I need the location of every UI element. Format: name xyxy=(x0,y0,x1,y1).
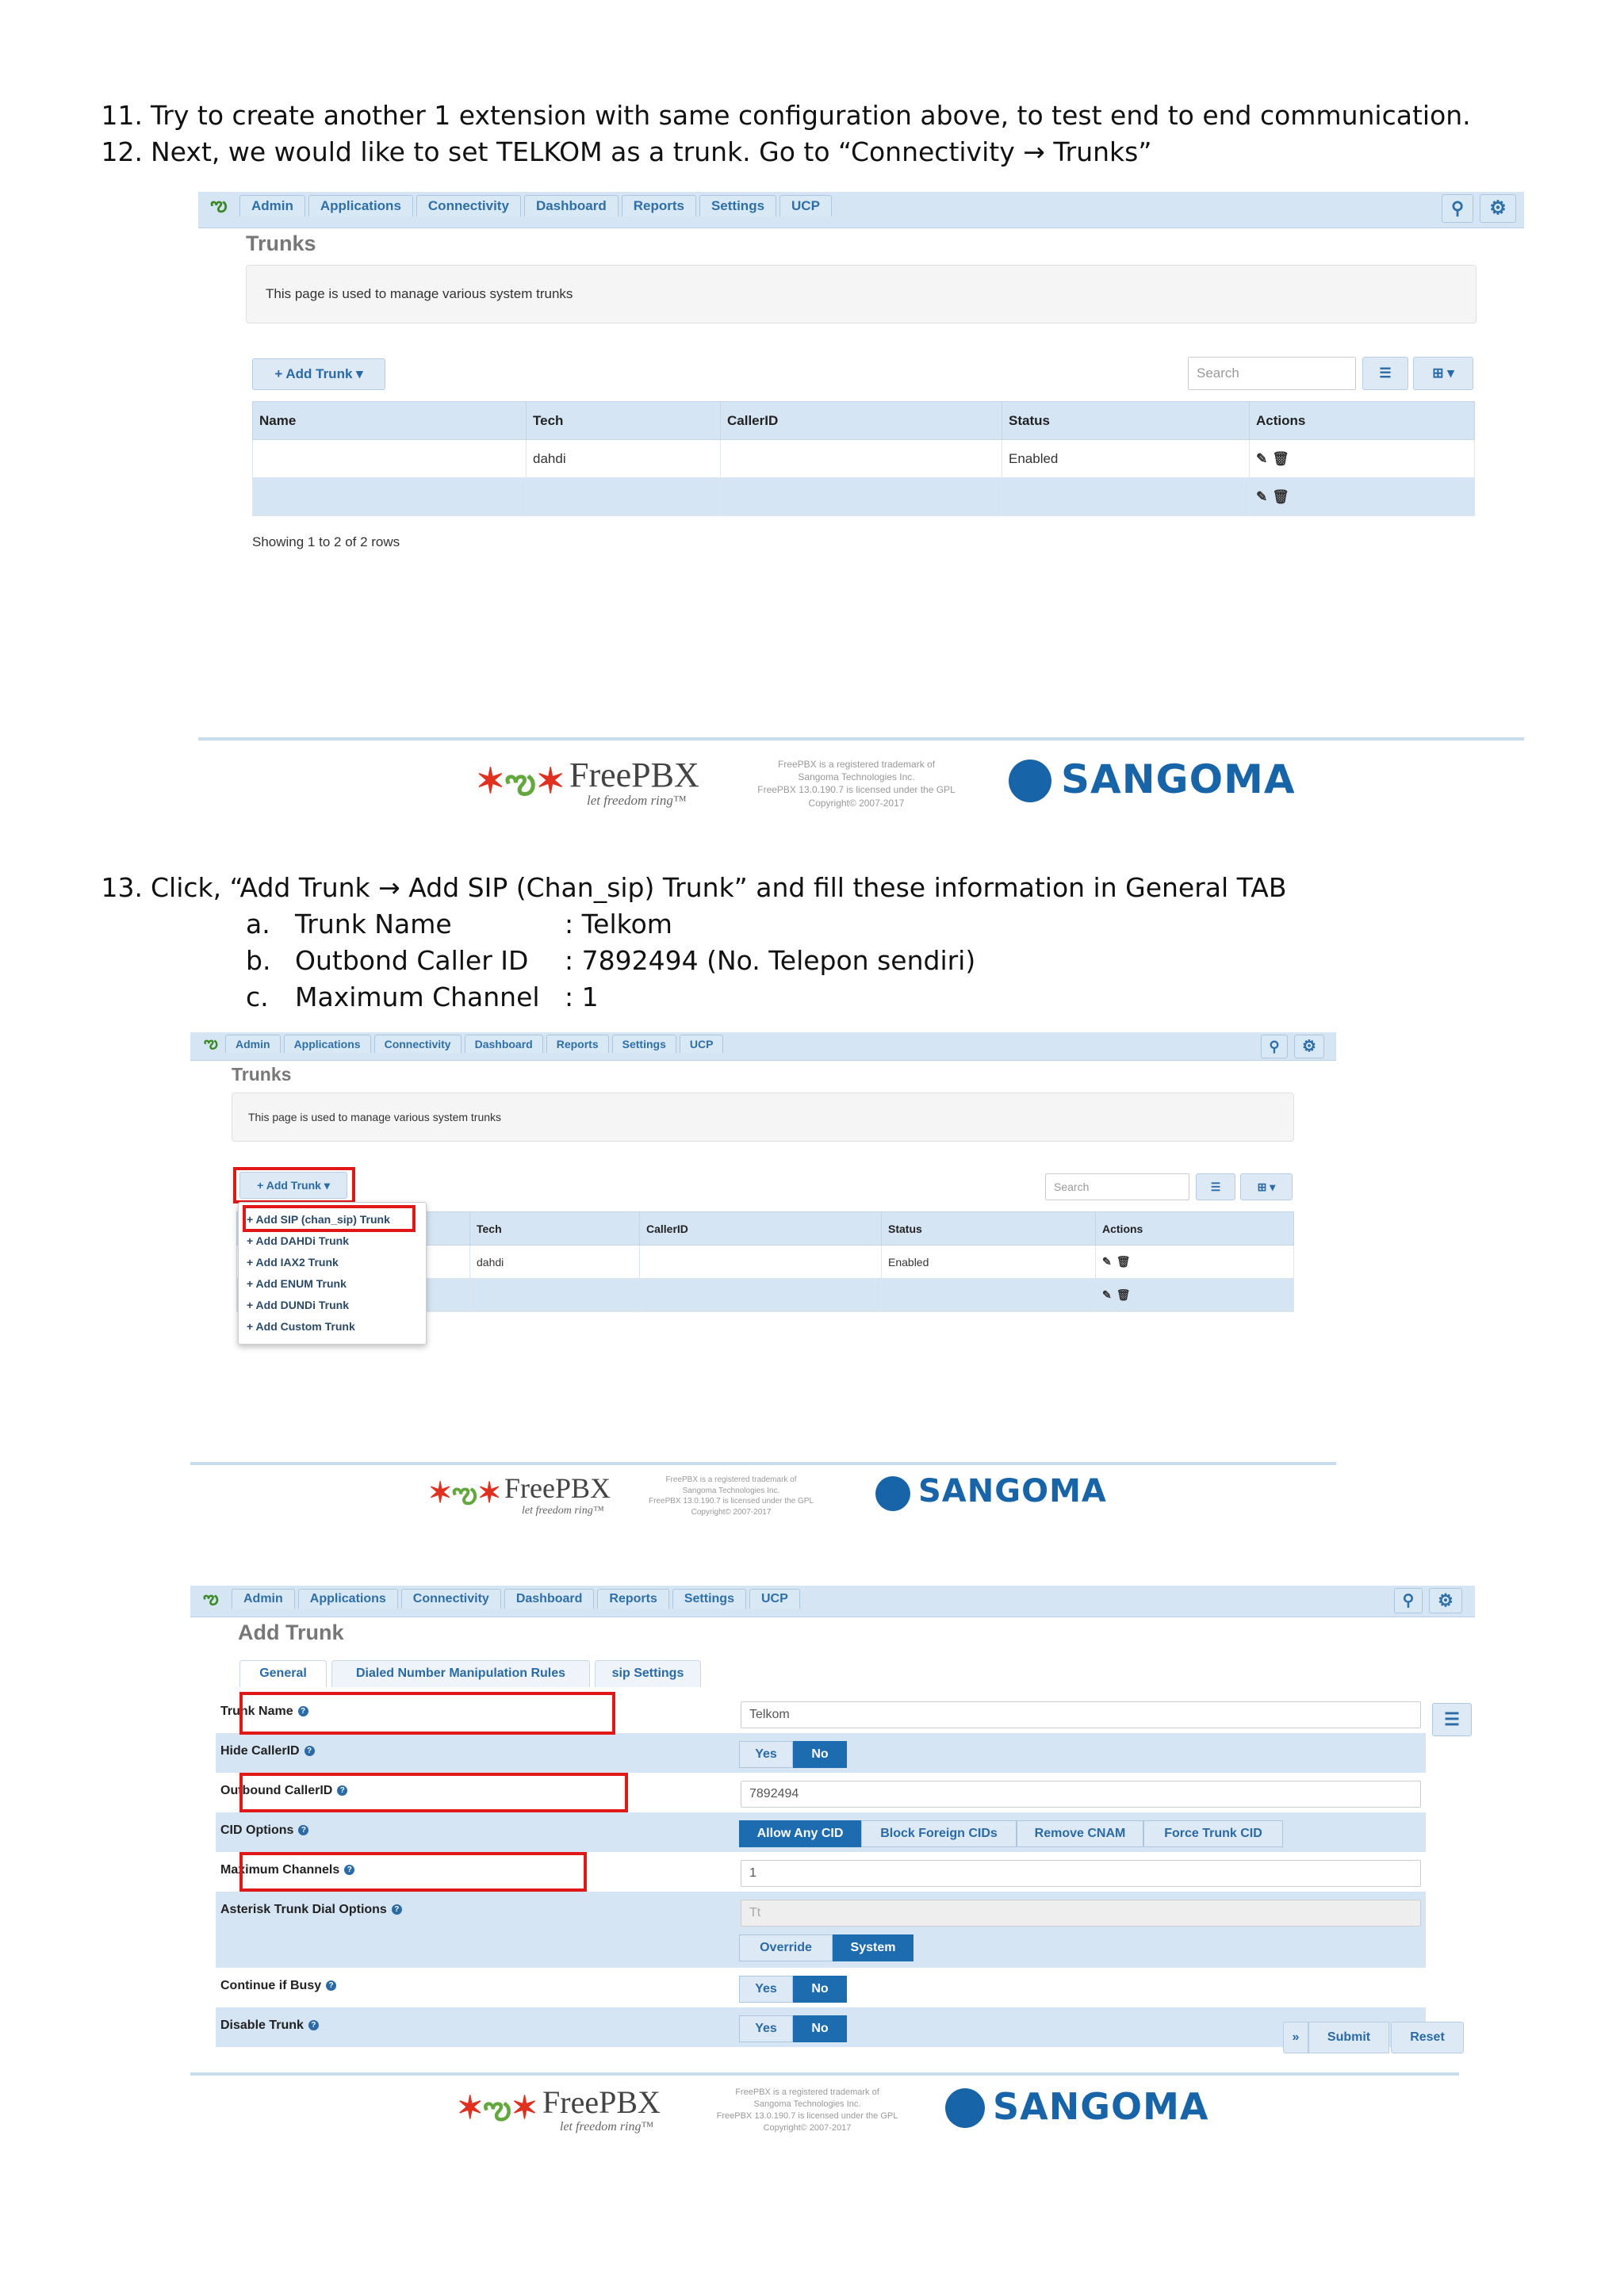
label-text: Asterisk Trunk Dial Options xyxy=(220,1903,387,1916)
option-yes[interactable]: Yes xyxy=(739,1976,793,2003)
sub-item-b xyxy=(246,945,975,976)
legal-text xyxy=(636,1475,826,1517)
option-yes[interactable]: Yes xyxy=(739,1741,793,1768)
edit-delete-icons[interactable]: ✎🗑 xyxy=(1096,1279,1294,1312)
freepbx-brand: FreePBX xyxy=(542,2084,661,2120)
option-no[interactable]: No xyxy=(793,1976,847,2003)
cell-name xyxy=(253,440,527,478)
option-no[interactable]: No xyxy=(793,1741,847,1768)
sangoma-logo-icon xyxy=(875,1476,910,1511)
option-force-trunk-cid[interactable]: Force Trunk CID xyxy=(1143,1820,1283,1847)
nav-tab-reports[interactable]: Reports xyxy=(597,1589,668,1609)
cell-tech xyxy=(527,478,721,516)
field-hide-callerid xyxy=(216,1733,1426,1773)
field-continue-if-busy xyxy=(216,1968,1426,2007)
columns-icon[interactable]: ⊞ ▾ xyxy=(1240,1173,1293,1200)
col-name[interactable]: Name xyxy=(253,402,527,440)
footer-divider xyxy=(198,737,1524,740)
label-continue-if-busy xyxy=(220,1979,336,1993)
search-input[interactable]: Search xyxy=(1188,357,1356,390)
help-icon[interactable]: ? xyxy=(304,1746,315,1756)
help-icon[interactable]: ? xyxy=(337,1785,347,1796)
list-view-icon[interactable]: ☰ xyxy=(1362,357,1408,390)
label-text: Maximum Channels xyxy=(220,1863,340,1877)
freepbx-logo-icon: ఌ xyxy=(204,1035,218,1052)
option-remove-cnam[interactable]: Remove CNAM xyxy=(1017,1820,1143,1847)
dial-options-input[interactable]: Tt xyxy=(741,1900,1421,1927)
nav-tab-ucp[interactable]: UCP xyxy=(779,195,832,216)
step-number: 11. xyxy=(101,100,143,131)
legal-line: Copyright© 2007-2017 xyxy=(763,2122,852,2133)
cell-status: Enabled xyxy=(1002,440,1250,478)
sangoma-brand: SANGOMA xyxy=(993,2085,1209,2128)
nav-tab-applications[interactable]: Applications xyxy=(284,1035,371,1053)
nav-tab-applications[interactable]: Applications xyxy=(298,1589,398,1609)
footer xyxy=(476,747,1348,834)
freepbx-frog-icon: ✶ఌ✶ xyxy=(457,2091,538,2126)
search-icon[interactable]: ⚲ xyxy=(1261,1035,1288,1058)
cell-tech: dahdi xyxy=(527,440,721,478)
row-count: Showing 1 to 2 of 2 rows xyxy=(252,534,400,549)
sub-item-c xyxy=(246,982,599,1012)
cell-name xyxy=(253,478,527,516)
step-text: Next, we would like to set TELKOM as a trunk. Go to “Connectivity → Trunks” xyxy=(151,136,1152,167)
submit-button[interactable]: Submit xyxy=(1308,2022,1389,2053)
step-number: 13. xyxy=(101,872,143,903)
nav-tab-connectivity[interactable]: Connectivity xyxy=(416,195,521,216)
nav-tab-admin[interactable]: Admin xyxy=(232,1589,295,1609)
top-nav xyxy=(190,1032,1336,1061)
freepbx-tagline: let freedom ring™ xyxy=(587,793,687,808)
nav-tab-dashboard[interactable]: Dashboard xyxy=(504,1589,595,1609)
freepbx-brand: FreePBX xyxy=(569,756,699,794)
footer xyxy=(428,1468,1221,1532)
trunk-name-input[interactable]: Telkom xyxy=(741,1701,1421,1728)
menu-item-add-custom[interactable]: + Add Custom Trunk xyxy=(247,1320,355,1333)
legal-line: Sangoma Technologies Inc. xyxy=(798,771,915,783)
option-no[interactable]: No xyxy=(793,2015,847,2042)
col-callerid[interactable]: CallerID xyxy=(721,402,1002,440)
highlight-box xyxy=(233,1167,355,1203)
cell-tech xyxy=(470,1279,640,1312)
search-icon[interactable]: ⚲ xyxy=(1394,1588,1423,1613)
menu-item-add-dahdi[interactable]: + Add DAHDi Trunk xyxy=(247,1234,349,1247)
legal-line: FreePBX is a registered trademark of xyxy=(665,1475,797,1484)
cell-callerid xyxy=(640,1246,882,1279)
page-description: This page is used to manage various system trunks xyxy=(232,1093,1294,1142)
option-block-foreign-cids[interactable]: Block Foreign CIDs xyxy=(861,1820,1017,1847)
sangoma-brand: SANGOMA xyxy=(1061,756,1296,802)
screenshot-add-trunk-menu xyxy=(190,1032,1336,1533)
sub-letter: c. xyxy=(246,982,269,1012)
freepbx-tagline: let freedom ring™ xyxy=(522,1505,604,1517)
page-title: Add Trunk xyxy=(238,1621,344,1644)
nav-tabs xyxy=(232,1589,803,1609)
cell-status xyxy=(882,1279,1096,1312)
add-trunk-button[interactable]: + Add Trunk ▾ xyxy=(239,1172,347,1199)
highlight-box xyxy=(239,1852,587,1892)
nav-tab-ucp[interactable]: UCP xyxy=(749,1589,800,1609)
highlight-box xyxy=(239,1692,615,1735)
cid-options-toggle xyxy=(739,1820,1283,1847)
tab-dialed-number-manipulation[interactable]: Dialed Number Manipulation Rules xyxy=(331,1660,590,1687)
cell-callerid xyxy=(721,478,1002,516)
nav-tabs xyxy=(225,1035,726,1053)
label-trunk-dial-options xyxy=(220,1903,402,1917)
col-tech[interactable]: Tech xyxy=(527,402,721,440)
legal-line: Sangoma Technologies Inc. xyxy=(682,1486,780,1495)
hide-callerid-toggle xyxy=(739,1741,847,1768)
sangoma-logo-icon xyxy=(1009,760,1051,802)
edit-delete-icons[interactable]: ✎🗑 xyxy=(1250,478,1475,516)
maximum-channels-input[interactable]: 1 xyxy=(741,1860,1421,1887)
option-allow-any-cid[interactable]: Allow Any CID xyxy=(739,1820,861,1847)
nav-tab-connectivity[interactable]: Connectivity xyxy=(401,1589,501,1609)
option-yes[interactable]: Yes xyxy=(739,2015,793,2042)
field-cid-options xyxy=(216,1812,1426,1852)
cell-callerid xyxy=(640,1279,882,1312)
menu-item-add-sip[interactable]: + Add SIP (chan_sip) Trunk xyxy=(247,1213,390,1226)
nav-tab-dashboard[interactable]: Dashboard xyxy=(524,195,619,216)
freepbx-tagline: let freedom ring™ xyxy=(560,2120,654,2133)
page-description: This page is used to manage various system trunks xyxy=(246,265,1477,323)
help-icon[interactable]: ? xyxy=(344,1865,354,1875)
top-nav xyxy=(190,1586,1475,1617)
step-13 xyxy=(94,872,1286,903)
disable-trunk-toggle xyxy=(739,2015,847,2042)
gear-icon[interactable]: ⚙ xyxy=(1480,194,1516,223)
table-row xyxy=(253,440,1475,478)
option-system[interactable]: System xyxy=(833,1934,914,1961)
nav-tab-admin[interactable]: Admin xyxy=(239,195,305,216)
legal-line: Sangoma Technologies Inc. xyxy=(753,2099,861,2109)
help-icon[interactable]: ? xyxy=(308,2020,319,2030)
legal-line: FreePBX 13.0.190.7 is licensed under the GPL xyxy=(649,1497,814,1506)
tab-general[interactable]: General xyxy=(239,1660,327,1687)
label-cid-options xyxy=(220,1823,308,1838)
nav-tab-reports[interactable]: Reports xyxy=(622,195,696,216)
legal-text xyxy=(745,758,967,809)
legal-line: FreePBX 13.0.190.7 is licensed under the GPL xyxy=(716,2110,898,2121)
screenshot-add-trunk-form xyxy=(190,1586,1475,2156)
trunks-table xyxy=(252,401,1475,516)
freepbx-brand: FreePBX xyxy=(504,1472,611,1504)
sub-value: : Telkom xyxy=(565,909,672,939)
gear-icon[interactable]: ⚙ xyxy=(1294,1035,1324,1058)
sub-value: : 7892494 (No. Telepon sendiri) xyxy=(565,945,976,976)
col-actions: Actions xyxy=(1250,402,1475,440)
legal-text xyxy=(704,2087,910,2133)
sangoma-brand: SANGOMA xyxy=(918,1473,1107,1510)
label-text: Trunk Name xyxy=(220,1705,293,1718)
search-icon[interactable]: ⚲ xyxy=(1442,194,1473,223)
page-title: Trunks xyxy=(246,232,316,255)
sub-label: Outbond Caller ID xyxy=(295,945,529,976)
legal-line: Copyright© 2007-2017 xyxy=(691,1507,772,1517)
add-trunk-button[interactable]: + Add Trunk ▾ xyxy=(252,358,385,390)
option-override[interactable]: Override xyxy=(739,1934,833,1961)
nav-tab-reports[interactable]: Reports xyxy=(546,1035,609,1053)
nav-tab-connectivity[interactable]: Connectivity xyxy=(374,1035,462,1053)
menu-item-add-iax2[interactable]: + Add IAX2 Trunk xyxy=(247,1256,339,1269)
sub-item-a xyxy=(246,909,672,939)
cell-status xyxy=(1002,478,1250,516)
columns-icon[interactable]: ⊞ ▾ xyxy=(1413,357,1473,390)
nav-tab-ucp[interactable]: UCP xyxy=(680,1035,724,1053)
edit-delete-icons[interactable]: ✎🗑 xyxy=(1096,1246,1294,1279)
list-view-icon[interactable]: ☰ xyxy=(1196,1173,1235,1200)
sub-label: Trunk Name xyxy=(295,909,452,939)
label-text: Hide CallerID xyxy=(220,1744,300,1758)
outbound-callerid-input[interactable]: 7892494 xyxy=(741,1781,1421,1808)
highlight-box xyxy=(239,1773,628,1812)
sub-label: Maximum Channel xyxy=(295,982,540,1012)
search-input[interactable]: Search xyxy=(1045,1173,1189,1200)
freepbx-frog-icon: ✶ఌ✶ xyxy=(476,762,565,801)
nav-tab-settings[interactable]: Settings xyxy=(612,1035,676,1053)
nav-tab-settings[interactable]: Settings xyxy=(699,195,776,216)
tab-sip-settings[interactable]: sip Settings xyxy=(595,1660,701,1687)
page-title: Trunks xyxy=(232,1064,292,1085)
step-number: 12. xyxy=(101,136,143,167)
freepbx-logo-icon: ఌ xyxy=(203,1588,219,1608)
legal-line: FreePBX 13.0.190.7 is licensed under the GPL xyxy=(757,784,956,796)
sub-letter: a. xyxy=(246,909,270,939)
label-text: Continue if Busy xyxy=(220,1979,322,1992)
freepbx-logo-icon: ఌ xyxy=(210,194,228,216)
highlight-box xyxy=(243,1205,416,1232)
step-12 xyxy=(94,136,1151,167)
nav-tabs xyxy=(239,195,835,216)
menu-item-add-dundi[interactable]: + Add DUNDi Trunk xyxy=(247,1299,349,1311)
cell-tech: dahdi xyxy=(470,1246,640,1279)
edit-delete-icons[interactable]: ✎🗑 xyxy=(1250,440,1475,478)
step-text: Click, “Add Trunk → Add SIP (Chan_sip) Trunk” and fill these information in General TAB xyxy=(151,872,1287,903)
sub-letter: b. xyxy=(246,945,271,976)
label-disable-trunk xyxy=(220,2019,319,2033)
continue-if-busy-toggle xyxy=(739,1976,847,2003)
reset-button[interactable]: Reset xyxy=(1391,2022,1464,2053)
label-text: CID Options xyxy=(220,1823,294,1837)
help-icon[interactable]: ? xyxy=(392,1904,402,1915)
col-status[interactable]: Status xyxy=(882,1212,1096,1246)
help-icon[interactable]: ? xyxy=(298,1706,308,1716)
legal-line: FreePBX is a registered trademark of xyxy=(777,759,936,770)
label-text: Disable Trunk xyxy=(220,2019,304,2032)
legal-line: Copyright© 2007-2017 xyxy=(808,797,905,809)
footer-divider xyxy=(190,2072,1459,2076)
col-status[interactable]: Status xyxy=(1002,402,1250,440)
label-text: Outbound CallerID xyxy=(220,1784,333,1797)
sangoma-logo-icon xyxy=(945,2088,985,2128)
label-hide-callerid xyxy=(220,1744,315,1758)
col-actions: Actions xyxy=(1096,1212,1294,1246)
footer xyxy=(457,2079,1329,2155)
top-nav xyxy=(198,192,1524,228)
col-callerid[interactable]: CallerID xyxy=(640,1212,882,1246)
gear-icon[interactable]: ⚙ xyxy=(1429,1588,1462,1613)
field-trunk-dial-options xyxy=(216,1892,1426,1968)
col-tech[interactable]: Tech xyxy=(470,1212,640,1246)
table-row xyxy=(253,478,1475,516)
nav-tab-applications[interactable]: Applications xyxy=(308,195,413,216)
footer-divider xyxy=(190,1462,1336,1465)
side-menu-icon[interactable]: ☰ xyxy=(1432,1703,1472,1736)
nav-tab-dashboard[interactable]: Dashboard xyxy=(465,1035,543,1053)
nav-tab-admin[interactable]: Admin xyxy=(225,1035,281,1053)
sub-value: : 1 xyxy=(565,982,599,1012)
cell-status: Enabled xyxy=(882,1246,1096,1279)
help-icon[interactable]: ? xyxy=(326,1980,336,1991)
step-text: Try to create another 1 extension with same configuration above, to test end to end communication. xyxy=(151,100,1471,131)
help-icon[interactable]: ? xyxy=(298,1825,308,1835)
field-disable-trunk xyxy=(216,2007,1426,2047)
cell-callerid xyxy=(721,440,1002,478)
nav-tab-settings[interactable]: Settings xyxy=(672,1589,746,1609)
expand-icon[interactable]: » xyxy=(1283,2022,1308,2053)
dial-options-toggle xyxy=(739,1934,914,1961)
menu-item-add-enum[interactable]: + Add ENUM Trunk xyxy=(247,1277,347,1290)
step-11 xyxy=(94,100,1471,131)
screenshot-trunks-list xyxy=(198,192,1524,842)
legal-line: FreePBX is a registered trademark of xyxy=(735,2087,879,2097)
freepbx-frog-icon: ✶ఌ✶ xyxy=(428,1476,502,1509)
